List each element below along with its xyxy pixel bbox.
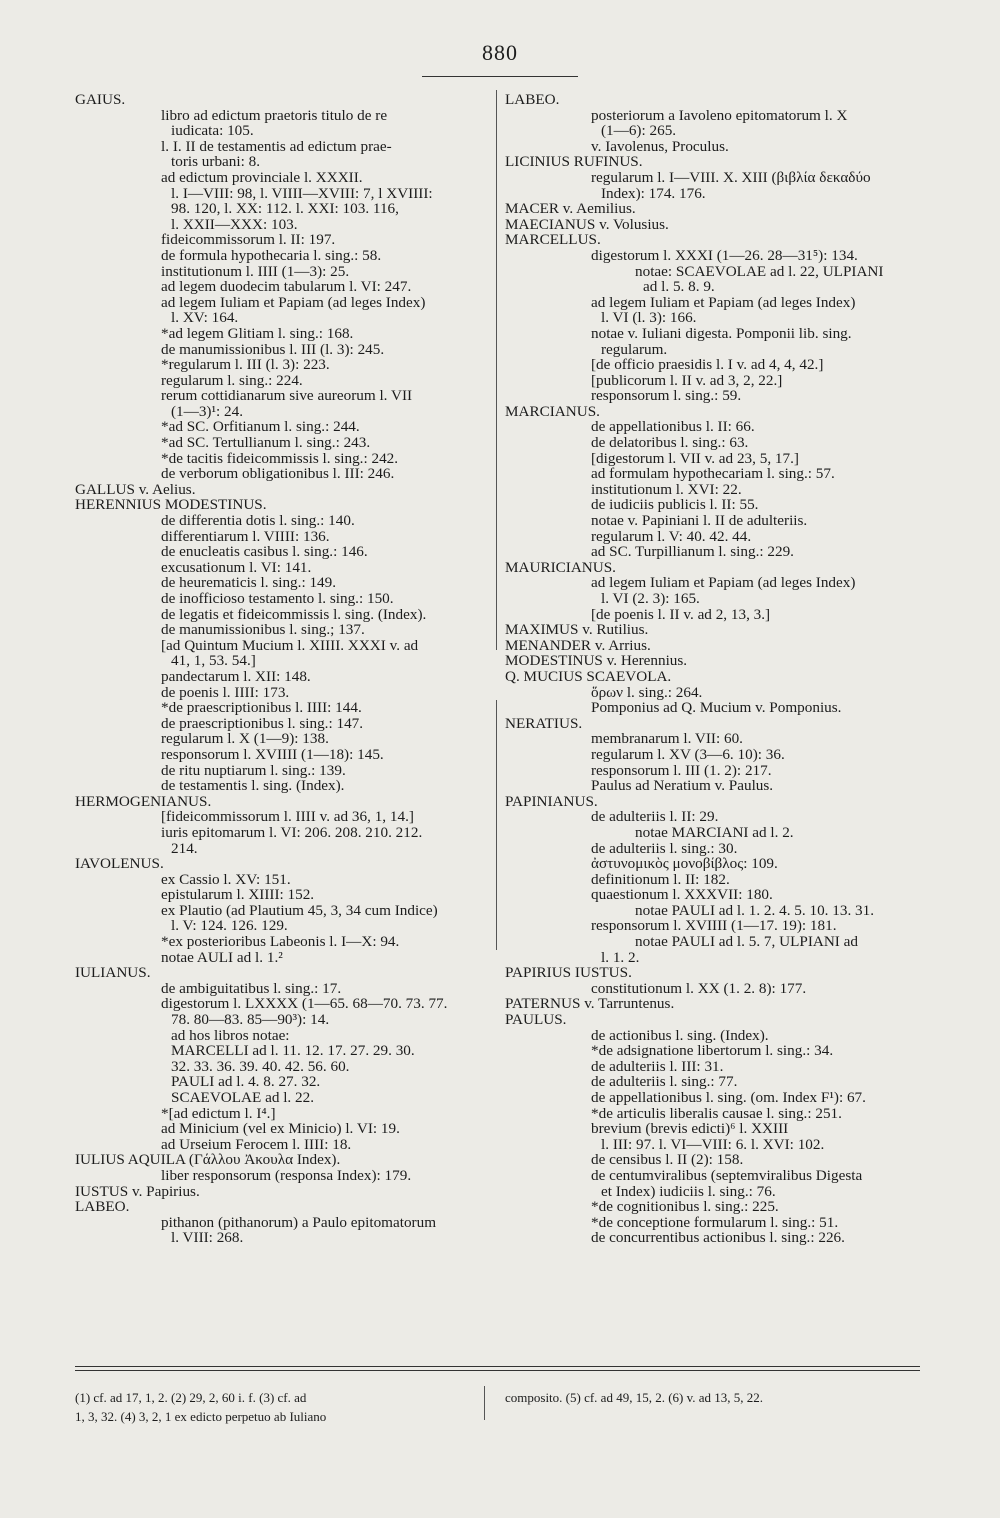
header-rule [422,76,578,77]
index-entry-author: MAECIANUS v. Volusius. [505,216,669,233]
index-entry-work: de adulteriis l. sing.: 77. [591,1074,738,1090]
index-entry-work: l. VIII: 268. [171,1230,244,1246]
index-entry-work: ad l. 5. 8. 9. [643,279,715,295]
index-entry-work: iuris epitomarum l. VI: 206. 208. 210. 212. [161,824,423,841]
index-entry-work: responsorum l. sing.: 59. [591,388,742,404]
index-entry-work: de appellationibus l. II: 66. [591,419,755,436]
index-entry-author: LABEO. [75,1199,130,1215]
index-entry-work: ad legem duodecim tabularum l. VI: 247. [161,279,412,295]
index-entry-work: et Index) iudiciis l. sing.: 76. [601,1183,776,1200]
index-entry-work: de censibus l. II (2): 158. [591,1152,744,1168]
index-entry-work: membranarum l. VII: 60. [591,731,743,747]
index-entry-author: IULIANUS. [75,965,151,981]
index-entry-work: rerum cottidianarum sive aureorum l. VII [161,388,413,404]
index-entry-work: regularum l. sing.: 224. [161,372,303,389]
index-entry-author: LABEO. [505,92,560,108]
index-entry-work: pithanon (pithanorum) a Paulo epitomatorum [161,1214,437,1231]
index-entry-work: (1—3)¹: 24. [171,403,244,420]
index-entry-work: de ambiguitatibus l. sing.: 17. [161,980,342,997]
index-entry-author: IULIUS AQUILA (Γάλλου Ἀκουλα Index). [75,1152,341,1168]
index-entry-work: l. V: 124. 126. 129. [171,918,288,935]
index-entry-author: HERENNIUS MODESTINUS. [75,497,267,514]
index-entry-work: l. III: 97. l. VI—VIII: 6. l. XVI: 102. [601,1136,825,1153]
index-entry-work: regularum l. X (1—9): 138. [161,731,329,747]
index-entry-work: 32. 33. 36. 39. 40. 42. 56. 60. [171,1058,350,1075]
index-entry-work: *de praescriptionibus l. IIII: 144. [161,700,362,716]
index-entry-work: toris urbani: 8. [171,154,261,170]
index-entry-author: MARCIANUS. [505,403,600,420]
footnote-line: 1, 3, 32. (4) 3, 2, 1 ex edicto perpetuo ab Iuliano [75,1409,327,1424]
index-entry-work: [ad Quintum Mucium l. XIIII. XXXI v. ad [161,637,419,654]
index-entry-author: PAPINIANUS. [505,793,598,810]
index-entry-work: ἀστυνομικὸς μονοβίβλος: 109. [591,856,778,872]
index-entry-work: de legatis et fideicommissis l. sing. (Index). [161,606,427,623]
index-entry-work: de adulteriis l. II: 29. [591,809,719,825]
index-entry-work: pandectarum l. XII: 148. [161,668,311,685]
index-entry-author: MODESTINUS v. Herennius. [505,653,688,669]
footnote-line: composito. (5) cf. ad 49, 15, 2. (6) v. ad 13, 5, 22. [505,1390,764,1405]
index-entry-work: ὅρων l. sing.: 264. [591,684,703,701]
index-entry-work: 41, 1, 53. 54.] [171,653,256,669]
index-entry-work: [publicorum l. II v. ad 3, 2, 22.] [591,372,783,389]
index-entry-work: [de officio praesidis l. I v. ad 4, 4, 42.] [591,357,824,373]
index-entry-work: de testamentis l. sing. (Index). [161,778,345,794]
index-entry-work: de poenis l. IIII: 173. [161,684,290,701]
index-entry-work: notae AULI ad l. 1.² [161,949,283,966]
footnote-line: (1) cf. ad 17, 1, 2. (2) 29, 2, 60 i. f. (3) cf. ad [75,1390,307,1405]
index-entry-author: MARCELLUS. [505,232,601,248]
index-entry-work: notae PAULI ad l. 5. 7, ULPIANI ad [635,934,858,950]
footnotes-right [505,1388,920,1407]
index-entry-work: *de adsignatione libertorum l. sing.: 34. [591,1043,834,1059]
index-entry-work: ad legem Iuliam et Papiam (ad leges Index) [591,575,856,591]
index-entry-work: notae MARCIANI ad l. 2. [635,824,794,841]
index-entry-work: de concurrentibus actionibus l. sing.: 226. [591,1230,845,1246]
index-entry-author: MACER v. Aemilius. [505,201,636,217]
index-entry-work: *ex posterioribus Labeonis l. I—X: 94. [161,934,400,950]
index-entry-work: l. 1. 2. [601,949,640,966]
footnotes-left [75,1388,480,1426]
index-entry-work: fideicommissorum l. II: 197. [161,232,336,248]
index-entry-work: l. XV: 164. [171,310,239,326]
index-entry-work: institutionum l. XVI: 22. [591,481,742,498]
index-entry-work: *ad SC. Orfitianum l. sing.: 244. [161,419,360,436]
index-entry-work: *de cognitionibus l. sing.: 225. [591,1199,779,1215]
index-entry-work: notae PAULI ad l. 1. 2. 4. 5. 10. 13. 31. [635,902,875,919]
index-entry-work: MARCELLI ad l. 11. 12. 17. 27. 29. 30. [171,1043,415,1059]
index-entry-author: PAPIRIUS IUSTUS. [505,965,632,981]
index-entry-work: ad SC. Turpillianum l. sing.: 229. [591,544,794,560]
index-entry-work: digestorum l. XXXI (1—26. 28—31⁵): 134. [591,247,858,264]
index-entry-work: v. Iavolenus, Proculus. [591,138,729,155]
index-entry-work: l. VI (2. 3): 165. [601,591,700,607]
footnote-divider [484,1386,485,1420]
index-entry-work: de manumissionibus l. sing.; 137. [161,622,365,638]
index-entry-work: PAULI ad l. 4. 8. 27. 32. [171,1074,321,1090]
index-entry-work: [de poenis l. II v. ad 2, 13, 3.] [591,606,771,623]
index-entry-work: *de articulis liberalis causae l. sing.: 251. [591,1105,842,1122]
column-divider [496,90,497,650]
index-entry-work: brevium (brevis edicti)⁶ l. XXIII [591,1121,789,1137]
index-entry-work: l. I. II de testamentis ad edictum prae- [161,138,392,155]
index-entry-work: de heurematicis l. sing.: 149. [161,575,337,591]
index-entry-work: de formula hypothecaria l. sing.: 58. [161,247,382,264]
index-entry-work: *ad SC. Tertullianum l. sing.: 243. [161,435,371,451]
index-entry-work: de enucleatis casibus l. sing.: 146. [161,544,368,560]
index-entry-work: de adulteriis l. sing.: 30. [591,840,738,857]
index-entry-work: [digestorum l. VII v. ad 23, 5, 17.] [591,450,799,467]
index-entry-author: IUSTUS v. Papirius. [75,1183,200,1200]
index-entry-work: 78. 80—83. 85—90³): 14. [171,1012,330,1028]
index-entry-work: de inofficioso testamento l. sing.: 150. [161,591,394,607]
index-entry-work: Index): 174. 176. [601,185,706,202]
index-entry-work: de centumviralibus (septemviralibus Digesta [591,1167,863,1184]
index-entry-work: ad legem Iuliam et Papiam (ad leges Index) [161,294,426,311]
index-entry-work: regularum. [601,341,668,358]
index-entry-work: *regularum l. III (l. 3): 223. [161,357,330,373]
index-entry-work: constitutionum l. XX (1. 2. 8): 177. [591,980,807,997]
index-entry-work: de verborum obligationibus l. III: 246. [161,466,395,482]
left-column [75,92,485,1246]
index-entry-work: digestorum l. LXXXX (1—65. 68—70. 73. 77. [161,996,448,1013]
index-entry-work: regularum l. I—VIII. X. XIII (βιβλία δεκαδύο [591,169,871,186]
index-entry-work: ad hos libros notae: [171,1027,290,1044]
index-entry-work: responsorum l. III (1. 2): 217. [591,762,772,779]
index-entry-author: PATERNUS v. Tarruntenus. [505,996,675,1013]
index-entry-work: ex Cassio l. XV: 151. [161,871,291,888]
index-entry-work: l. VI (l. 3): 166. [601,310,697,326]
index-entry-work: ad formulam hypothecariam l. sing.: 57. [591,466,835,482]
index-entry-work: de actionibus l. sing. (Index). [591,1027,769,1044]
index-entry-work: posteriorum a Iavoleno epitomatorum l. X [591,107,848,124]
index-entry-work: libro ad edictum praetoris titulo de re [161,107,388,124]
index-entry-work: de manumissionibus l. III (l. 3): 245. [161,341,385,358]
index-entry-work: institutionum l. IIII (1—3): 25. [161,263,350,280]
index-entry-work: *de conceptione formularum l. sing.: 51. [591,1214,839,1231]
index-entry-author: NERATIUS. [505,715,583,732]
index-entry-work: *de tacitis fideicommissis l. sing.: 242. [161,450,399,467]
index-entry-work: regularum l. XV (3—6. 10): 36. [591,746,785,763]
index-entry-work: de delatoribus l. sing.: 63. [591,435,749,451]
index-entry-work: (1—6): 265. [601,123,677,139]
index-entry-work: iudicata: 105. [171,123,254,139]
index-entry-work: notae: SCAEVOLAE ad l. 22, ULPIANI [635,263,884,280]
index-entry-work: ad Urseium Ferocem l. IIII: 18. [161,1136,352,1153]
index-entry-work: l. XXII—XXX: 103. [171,216,298,233]
index-entry-work: l. I—VIII: 98, l. VIIII—XVIII: 7, l XVIIII: [171,185,433,202]
column-divider [496,700,497,950]
index-entry-author: MENANDER v. Arrius. [505,637,651,654]
index-entry-work: responsorum l. XVIIII (1—17. 19): 181. [591,918,837,935]
index-entry-work: SCAEVOLAE ad l. 22. [171,1090,315,1106]
index-entry-work: de praescriptionibus l. sing.: 147. [161,715,364,732]
index-entry-work: responsorum l. XVIIII (1—18): 145. [161,746,384,763]
index-entry-author: MAURICIANUS. [505,559,616,576]
index-entry-work: liber responsorum (responsa Index): 179. [161,1167,412,1184]
index-entry-work: ad legem Iuliam et Papiam (ad leges Index) [591,294,856,311]
footnote-rule [75,1370,920,1371]
index-entry-work: ad Minicium (vel ex Minicio) l. VI: 19. [161,1121,400,1137]
index-entry-author: IAVOLENUS. [75,856,164,872]
index-entry-work: notae v. Iuliani digesta. Pomponii lib. sing. [591,325,852,342]
index-entry-work: ex Plautio (ad Plautium 45, 3, 34 cum Indice) [161,902,438,919]
index-entry-work: [fideicommissorum l. IIII v. ad 36, 1, 14.] [161,809,414,825]
index-entry-work: ad edictum provinciale l. XXXII. [161,169,363,186]
index-entry-work: 98. 120, l. XX: 112. l. XXI: 103. 116, [171,201,399,217]
index-entry-work: *ad legem Glitiam l. sing.: 168. [161,325,354,342]
index-entry-work: epistularum l. XIIII: 152. [161,887,315,903]
index-entry-work: de ritu nuptiarum l. sing.: 139. [161,762,346,779]
index-entry-work: excusationum l. VI: 141. [161,559,312,576]
footnote-rule [75,1366,920,1367]
index-entry-work: de iudiciis publicis l. II: 55. [591,497,759,514]
index-entry-work: regularum l. V: 40. 42. 44. [591,528,752,545]
index-entry-author: LICINIUS RUFINUS. [505,154,643,170]
index-entry-author: GALLUS v. Aelius. [75,481,196,498]
index-entry-work: de adulteriis l. III: 31. [591,1058,724,1075]
right-column [505,92,915,1246]
page-number: 880 [482,40,518,65]
index-entry-author: GAIUS. [75,92,126,108]
index-entry-author: HERMOGENIANUS. [75,793,212,810]
index-entry-work: *[ad edictum l. I⁴.] [161,1105,276,1122]
index-entry-work: definitionum l. II: 182. [591,871,730,888]
index-entry-author: PAULUS. [505,1012,567,1028]
index-entry-work: Pomponius ad Q. Mucium v. Pomponius. [591,700,842,716]
index-entry-author: MAXIMUS v. Rutilius. [505,622,649,638]
index-entry-work: Paulus ad Neratium v. Paulus. [591,778,774,794]
index-entry-work: de appellationibus l. sing. (om. Index F¹): 67. [591,1090,866,1106]
index-entry-work: quaestionum l. XXXVII: 180. [591,887,773,903]
index-entry-work: notae v. Papiniani l. II de adulteriis. [591,513,808,529]
index-entry-author: Q. MUCIUS SCAEVOLA. [505,668,672,685]
index-entry-work: 214. [171,840,198,857]
index-entry-work: differentiarum l. VIIII: 136. [161,528,330,545]
index-entry-work: de differentia dotis l. sing.: 140. [161,513,355,529]
